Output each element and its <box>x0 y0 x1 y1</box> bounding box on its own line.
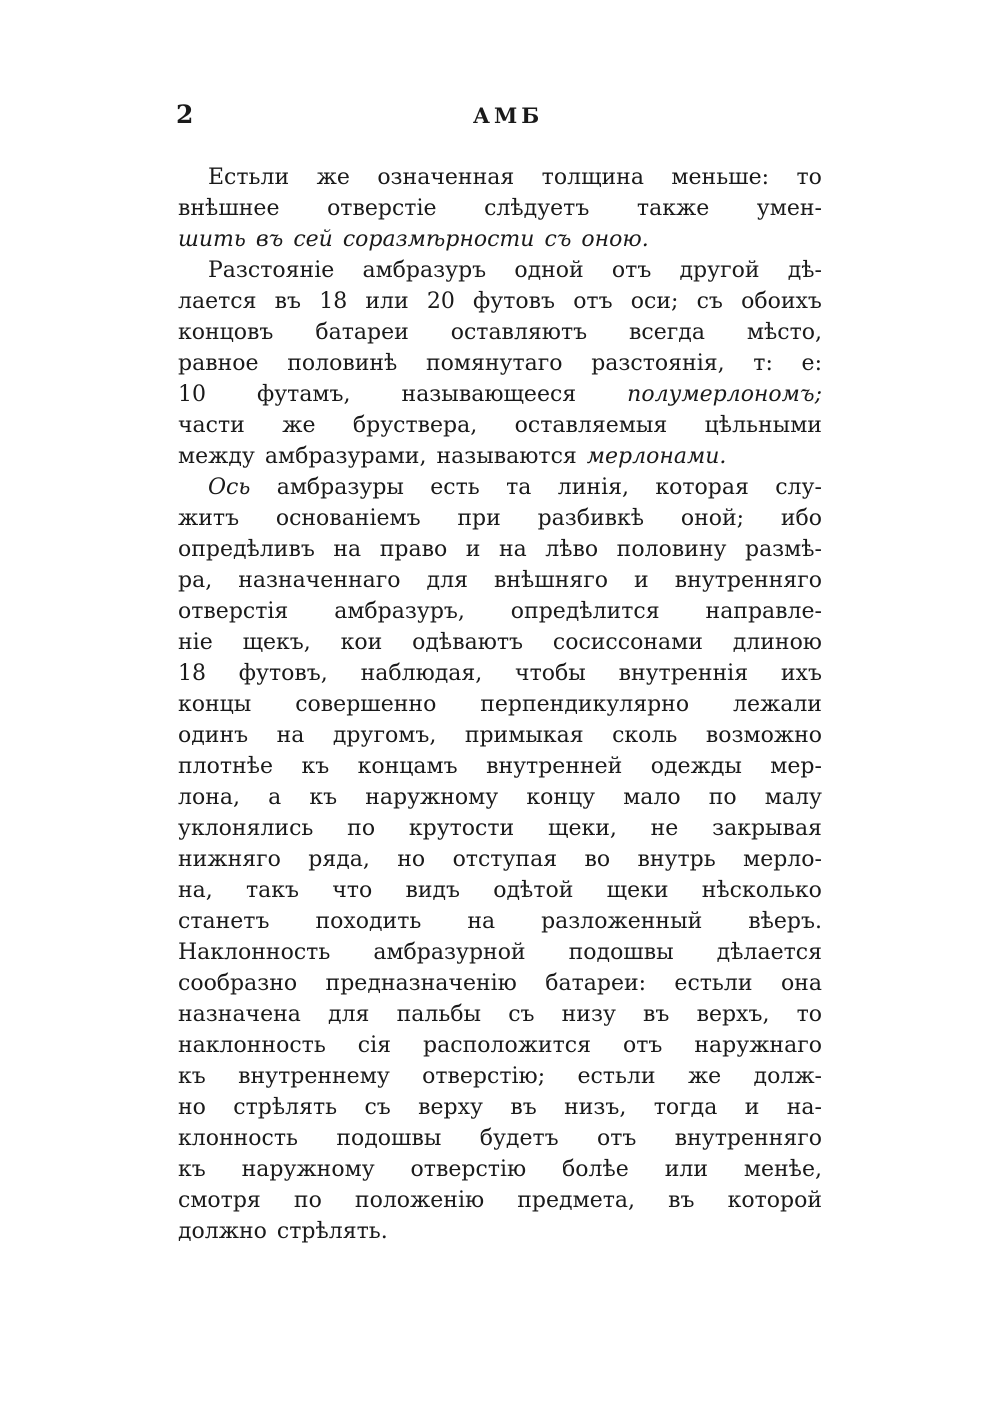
text-line: на, такъ что видъ одѣтой щеки нѣсколько <box>178 878 822 903</box>
text-line: Наклонность амбразурной подошвы дѣлается <box>178 940 822 965</box>
text-line: опредѣливъ на право и на лѣво половину размѣ- <box>178 537 822 562</box>
text-line: должно стрѣлять. <box>178 1219 388 1244</box>
page-number: 2 <box>176 100 194 129</box>
text-line: между амбразурами, называются мерлонами. <box>178 444 727 469</box>
text-line: но стрѣлять съ верху въ низъ, тогда и на- <box>178 1095 822 1120</box>
running-head: АМБ <box>472 103 544 128</box>
text-line: плотнѣе къ концамъ внутренней одежды мер- <box>178 754 822 779</box>
text-line: смотря по положенію предмета, въ которой <box>178 1188 822 1213</box>
text-line: равное половинѣ помянутаго разстоянія, т: е: <box>178 351 822 376</box>
text-line: 18 футовъ, наблюдая, чтобы внутреннія ихъ <box>178 661 822 686</box>
text-line: концы совершенно перпендикулярно лежали <box>178 692 822 717</box>
text-line: къ внутреннему отверстію; естьли же долж- <box>178 1064 822 1089</box>
text-line: концовъ батареи оставляютъ всегда мѣсто, <box>178 320 822 345</box>
text-line: отверстія амбразуръ, опредѣлится направле- <box>178 599 822 624</box>
text-line: 10 футамъ, называющееся полумерлономъ; <box>178 382 822 407</box>
text-line: станетъ походить на разложенный вѣеръ. <box>178 909 822 934</box>
text-line: клонность подошвы будетъ отъ внутренняго <box>178 1126 822 1151</box>
text-line: къ наружному отверстію болѣе или менѣе, <box>178 1157 822 1182</box>
text-line: части же бруствера, оставляемыя цѣльными <box>178 413 822 438</box>
text-line: внѣшнее отверстіе слѣдуетъ также умен- <box>178 196 822 221</box>
body-text <box>178 162 822 1247</box>
text-line: лается въ 18 или 20 футовъ отъ оси; съ обоихъ <box>178 289 822 314</box>
text-line: назначена для пальбы съ низу въ верхъ, то <box>178 1002 822 1027</box>
text-line: Разстояніе амбразуръ одной отъ другой дѣ- <box>208 258 822 283</box>
text-line: Ось амбразуры есть та линія, которая слу- <box>208 475 822 500</box>
text-line: житъ основаніемъ при разбивкѣ оной; ибо <box>178 506 822 531</box>
text-line: наклонность сія расположится отъ наружнаго <box>178 1033 822 1058</box>
text-line: уклонялись по крутости щеки, не закрывая <box>178 816 822 841</box>
text-line: шить въ сей соразмѣрности съ оною. <box>178 227 649 252</box>
text-line: ніе щекъ, кои одѣваютъ сосиссонами длиною <box>178 630 822 655</box>
text-line: нижняго ряда, но отступая во внутрь мерло- <box>178 847 822 872</box>
text-line: одинъ на другомъ, примыкая сколь возможно <box>178 723 822 748</box>
text-line: лона, а къ наружному концу мало по малу <box>178 785 822 810</box>
text-line: ра, назначеннаго для внѣшняго и внутренняго <box>178 568 822 593</box>
text-line: сообразно предназначенію батареи: естьли она <box>178 971 822 996</box>
text-line: Естьли же означенная толщина меньше: то <box>208 165 822 190</box>
